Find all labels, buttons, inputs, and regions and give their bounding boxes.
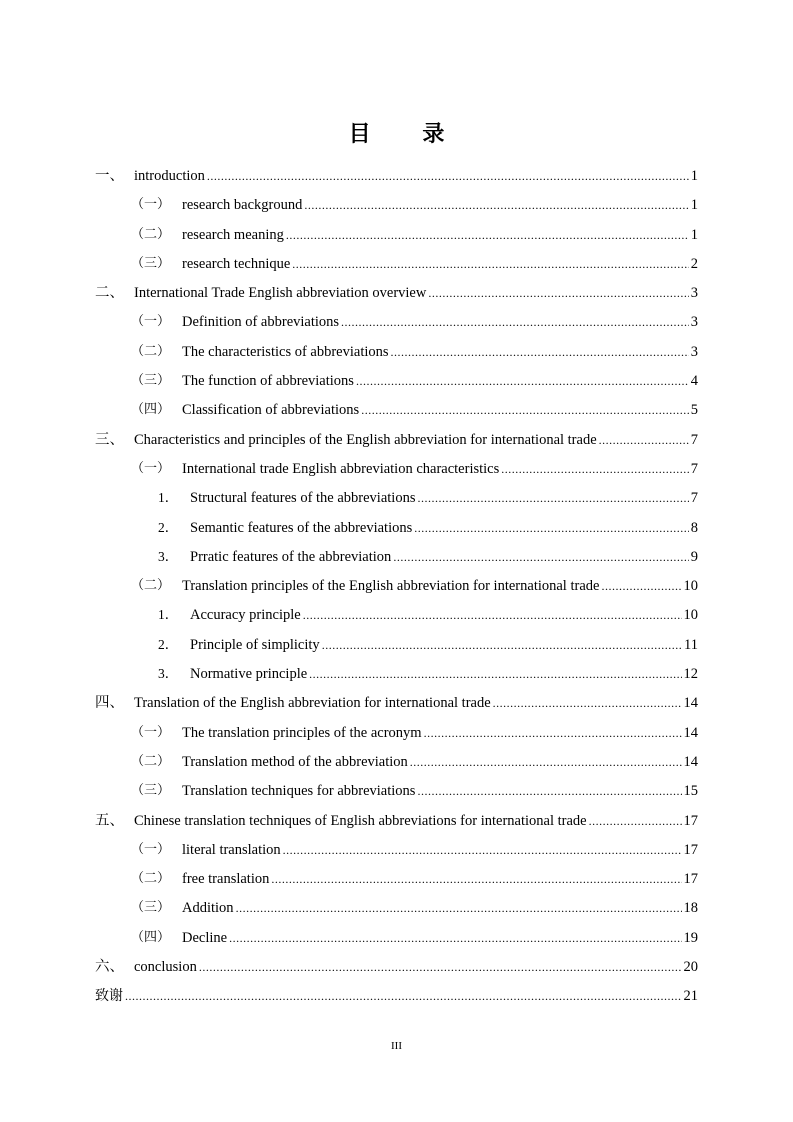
toc-entry[interactable] xyxy=(0,923,793,952)
toc-entry-number: （四） xyxy=(131,929,171,945)
toc-entry-title: Decline xyxy=(182,929,228,946)
page-number-footer: III xyxy=(391,1040,402,1052)
toc-dot-leader xyxy=(391,343,689,361)
toc-entry-number: 三、 xyxy=(95,431,124,448)
toc-entry[interactable] xyxy=(0,688,793,717)
toc-entry-line xyxy=(182,724,698,742)
toc-entry-page: 5 xyxy=(690,402,698,419)
toc-entry-number: 3． xyxy=(158,548,179,564)
toc-entry-number: （二） xyxy=(131,226,171,242)
toc-entry-line xyxy=(95,987,698,1005)
toc-entry[interactable] xyxy=(0,630,793,659)
toc-entry[interactable] xyxy=(0,659,793,688)
toc-entry-title: Prratic features of the abbreviation xyxy=(190,548,392,565)
toc-entry-page: 1 xyxy=(690,168,698,184)
toc-entry-title: Semantic features of the abbreviations xyxy=(190,519,413,536)
toc-entry-number: （三） xyxy=(131,373,171,389)
toc-entry-line xyxy=(182,401,698,419)
toc-entry-number: （三） xyxy=(131,255,171,271)
toc-entry-page: 7 xyxy=(690,431,698,448)
toc-entry-number: 六、 xyxy=(95,959,124,976)
toc-entry-line xyxy=(134,167,698,185)
toc-dot-leader xyxy=(309,665,681,683)
toc-entry-title: Translation of the English abbreviation for international trade xyxy=(134,695,491,712)
toc-entry[interactable] xyxy=(0,337,793,366)
toc-entry-line xyxy=(182,313,698,331)
toc-dot-leader xyxy=(304,196,688,214)
toc-entry-page: 14 xyxy=(683,695,698,712)
toc-entry-line xyxy=(182,899,698,917)
toc-entry-line xyxy=(134,812,698,830)
toc-entry-line xyxy=(190,519,698,537)
toc-entry-page: 17 xyxy=(683,812,698,829)
toc-entry-page: 8 xyxy=(690,519,698,536)
toc-entry-title: Translation method of the abbreviation xyxy=(182,753,408,770)
toc-entry-line xyxy=(134,694,698,712)
toc-entry-title: The characteristics of abbreviations xyxy=(182,343,389,360)
toc-entry-page: 3 xyxy=(690,343,698,360)
toc-entry-title: Chinese translation techniques of English abbreviations for international trade xyxy=(134,812,587,829)
toc-entry-title: The translation principles of the acronym xyxy=(182,724,422,741)
toc-entry-page: 14 xyxy=(683,724,698,741)
toc-dot-leader xyxy=(292,255,688,273)
toc-entry[interactable] xyxy=(0,454,793,483)
toc-entry-line xyxy=(182,577,698,595)
toc-entry-title: research meaning xyxy=(182,226,284,243)
toc-entry-title: literal translation xyxy=(182,841,281,858)
toc-entry[interactable] xyxy=(0,395,793,424)
toc-entry-line xyxy=(182,226,698,244)
toc-entry-page: 7 xyxy=(690,490,698,507)
toc-entry-line xyxy=(182,343,698,361)
toc-entry-line xyxy=(190,489,698,507)
toc-entry-number: （一） xyxy=(131,841,171,857)
toc-entry[interactable] xyxy=(0,513,793,542)
toc-entry-page: 10 xyxy=(683,607,698,624)
toc-entry-number: 一、 xyxy=(95,168,124,184)
toc-entry-page: 20 xyxy=(683,959,698,976)
toc-dot-leader xyxy=(417,782,681,800)
toc-dot-leader xyxy=(493,694,682,712)
toc-entry-page: 7 xyxy=(690,460,698,477)
toc-dot-leader xyxy=(356,372,689,390)
toc-entry[interactable] xyxy=(0,600,793,629)
toc-entry[interactable] xyxy=(0,952,793,981)
toc-entry-number: （二） xyxy=(131,343,171,359)
toc-entry-number: 二、 xyxy=(95,285,124,302)
toc-entry-line xyxy=(182,196,698,214)
toc-entry-title: research technique xyxy=(182,255,291,272)
toc-dot-leader xyxy=(286,226,689,244)
toc-entry-number: 2． xyxy=(158,636,179,652)
toc-entry-number: （一） xyxy=(131,314,171,330)
toc-entry-line xyxy=(182,753,698,771)
toc-entry-page: 19 xyxy=(683,929,698,946)
toc-entry-line xyxy=(190,548,698,566)
toc-entry-line xyxy=(190,606,698,624)
toc-entry-title: The function of abbreviations xyxy=(182,373,354,390)
toc-entry[interactable] xyxy=(0,161,793,190)
toc-dot-leader xyxy=(322,636,682,654)
toc-entry-title: International Trade English abbreviation overview xyxy=(134,285,427,302)
toc-entry-page: 2 xyxy=(690,255,698,272)
toc-entry-line xyxy=(134,431,698,449)
toc-entry[interactable] xyxy=(0,747,793,776)
toc-dot-leader xyxy=(271,870,681,888)
toc-dot-leader xyxy=(410,753,682,771)
toc-dot-leader xyxy=(236,899,682,917)
toc-entry-title: Normative principle xyxy=(190,666,308,683)
toc-entry[interactable] xyxy=(0,542,793,571)
toc-entry-page: 21 xyxy=(683,988,698,1005)
toc-dot-leader xyxy=(341,313,689,331)
toc-entry-page: 12 xyxy=(683,666,698,683)
toc-entry[interactable] xyxy=(0,278,793,307)
toc-dot-leader xyxy=(229,929,681,947)
toc-dot-leader xyxy=(501,460,688,478)
toc-entry[interactable] xyxy=(0,220,793,249)
toc-entry-line xyxy=(190,665,698,683)
toc-entry-number: 四、 xyxy=(95,695,124,712)
toc-dot-leader xyxy=(361,401,689,419)
toc-dot-leader xyxy=(125,987,682,1005)
toc-entry-title: research background xyxy=(182,197,303,214)
toc-entry-page: 18 xyxy=(683,900,698,917)
toc-entry-title: Classification of abbreviations xyxy=(182,402,360,419)
table-of-contents xyxy=(0,161,793,1011)
toc-entry[interactable] xyxy=(0,718,793,747)
toc-entry-page: 4 xyxy=(690,373,698,390)
toc-entry-title: Translation techniques for abbreviations xyxy=(182,783,416,800)
toc-dot-leader xyxy=(417,489,688,507)
toc-entry-page: 14 xyxy=(683,753,698,770)
toc-entry[interactable] xyxy=(0,806,793,835)
toc-entry-line xyxy=(134,958,698,976)
toc-dot-leader xyxy=(414,519,688,537)
toc-entry-number: （一） xyxy=(131,724,171,740)
toc-entry-title: Characteristics and principles of the English abbreviation for international trade xyxy=(134,431,597,448)
toc-entry-number: （二） xyxy=(131,753,171,769)
toc-entry-page: 3 xyxy=(690,285,698,302)
toc-entry-line xyxy=(182,372,698,390)
toc-dot-leader xyxy=(589,812,682,830)
toc-dot-leader xyxy=(599,431,689,449)
toc-entry-number: （二） xyxy=(131,578,171,594)
toc-entry[interactable] xyxy=(0,776,793,805)
toc-entry-line xyxy=(182,870,698,888)
toc-entry-title: 致谢 xyxy=(95,988,123,1005)
toc-entry-title: introduction xyxy=(134,168,205,184)
toc-entry-page: 17 xyxy=(683,841,698,858)
toc-dot-leader xyxy=(199,958,682,976)
toc-entry-number: （三） xyxy=(131,783,171,799)
toc-entry-number: 五、 xyxy=(95,812,124,829)
toc-entry[interactable] xyxy=(0,366,793,395)
toc-entry[interactable] xyxy=(0,249,793,278)
toc-entry-page: 11 xyxy=(684,636,698,653)
toc-entry-page: 9 xyxy=(690,548,698,565)
toc-entry-line xyxy=(182,841,698,859)
toc-entry-number: （四） xyxy=(131,402,171,418)
toc-entry-number: （三） xyxy=(131,900,171,916)
toc-entry-number: （二） xyxy=(131,871,171,887)
toc-entry-title: Translation principles of the English abbreviation for international trade xyxy=(182,578,600,595)
toc-entry[interactable] xyxy=(0,483,793,512)
toc-dot-leader xyxy=(601,577,681,595)
toc-entry-number: （一） xyxy=(131,460,171,476)
toc-entry-title: Principle of simplicity xyxy=(190,636,320,653)
toc-entry[interactable] xyxy=(0,307,793,336)
toc-entry-line xyxy=(182,255,698,273)
toc-entry[interactable] xyxy=(0,571,793,600)
toc-entry-title: free translation xyxy=(182,871,270,888)
toc-entry-page: 15 xyxy=(683,783,698,800)
toc-entry-title: Definition of abbreviations xyxy=(182,314,340,331)
toc-entry-page: 1 xyxy=(690,197,698,214)
toc-dot-leader xyxy=(283,841,682,859)
toc-dot-leader xyxy=(207,167,689,185)
toc-entry-page: 10 xyxy=(683,578,698,595)
toc-dot-leader xyxy=(428,284,688,302)
toc-entry-line xyxy=(134,284,698,302)
toc-entry[interactable] xyxy=(0,893,793,922)
toc-entry-line xyxy=(182,460,698,478)
toc-entry[interactable] xyxy=(0,864,793,893)
toc-entry-number: 2． xyxy=(158,519,179,535)
toc-entry-page: 17 xyxy=(683,871,698,888)
toc-entry[interactable] xyxy=(0,190,793,219)
toc-entry-line xyxy=(190,636,698,654)
toc-entry-number: 3． xyxy=(158,666,179,682)
toc-entry-page: 3 xyxy=(690,314,698,331)
toc-dot-leader xyxy=(424,724,682,742)
toc-entry-number: （一） xyxy=(131,197,171,213)
toc-dot-leader xyxy=(303,606,682,624)
toc-entry-number: 1． xyxy=(158,490,179,506)
toc-dot-leader xyxy=(393,548,688,566)
toc-entry-title: International trade English abbreviation characteristics xyxy=(182,460,500,477)
page-title: 目 录 xyxy=(348,122,467,147)
toc-entry-line xyxy=(182,782,698,800)
toc-entry-page: 1 xyxy=(690,226,698,243)
toc-entry-title: Accuracy principle xyxy=(190,607,301,624)
toc-entry-number: 1． xyxy=(158,607,179,623)
toc-entry[interactable] xyxy=(0,981,793,1010)
toc-entry[interactable] xyxy=(0,425,793,454)
toc-entry-title: conclusion xyxy=(134,959,197,976)
toc-entry-title: Structural features of the abbreviations xyxy=(190,490,416,507)
toc-entry-title: Addition xyxy=(182,900,234,917)
toc-entry[interactable] xyxy=(0,835,793,864)
toc-entry-line xyxy=(182,929,698,947)
